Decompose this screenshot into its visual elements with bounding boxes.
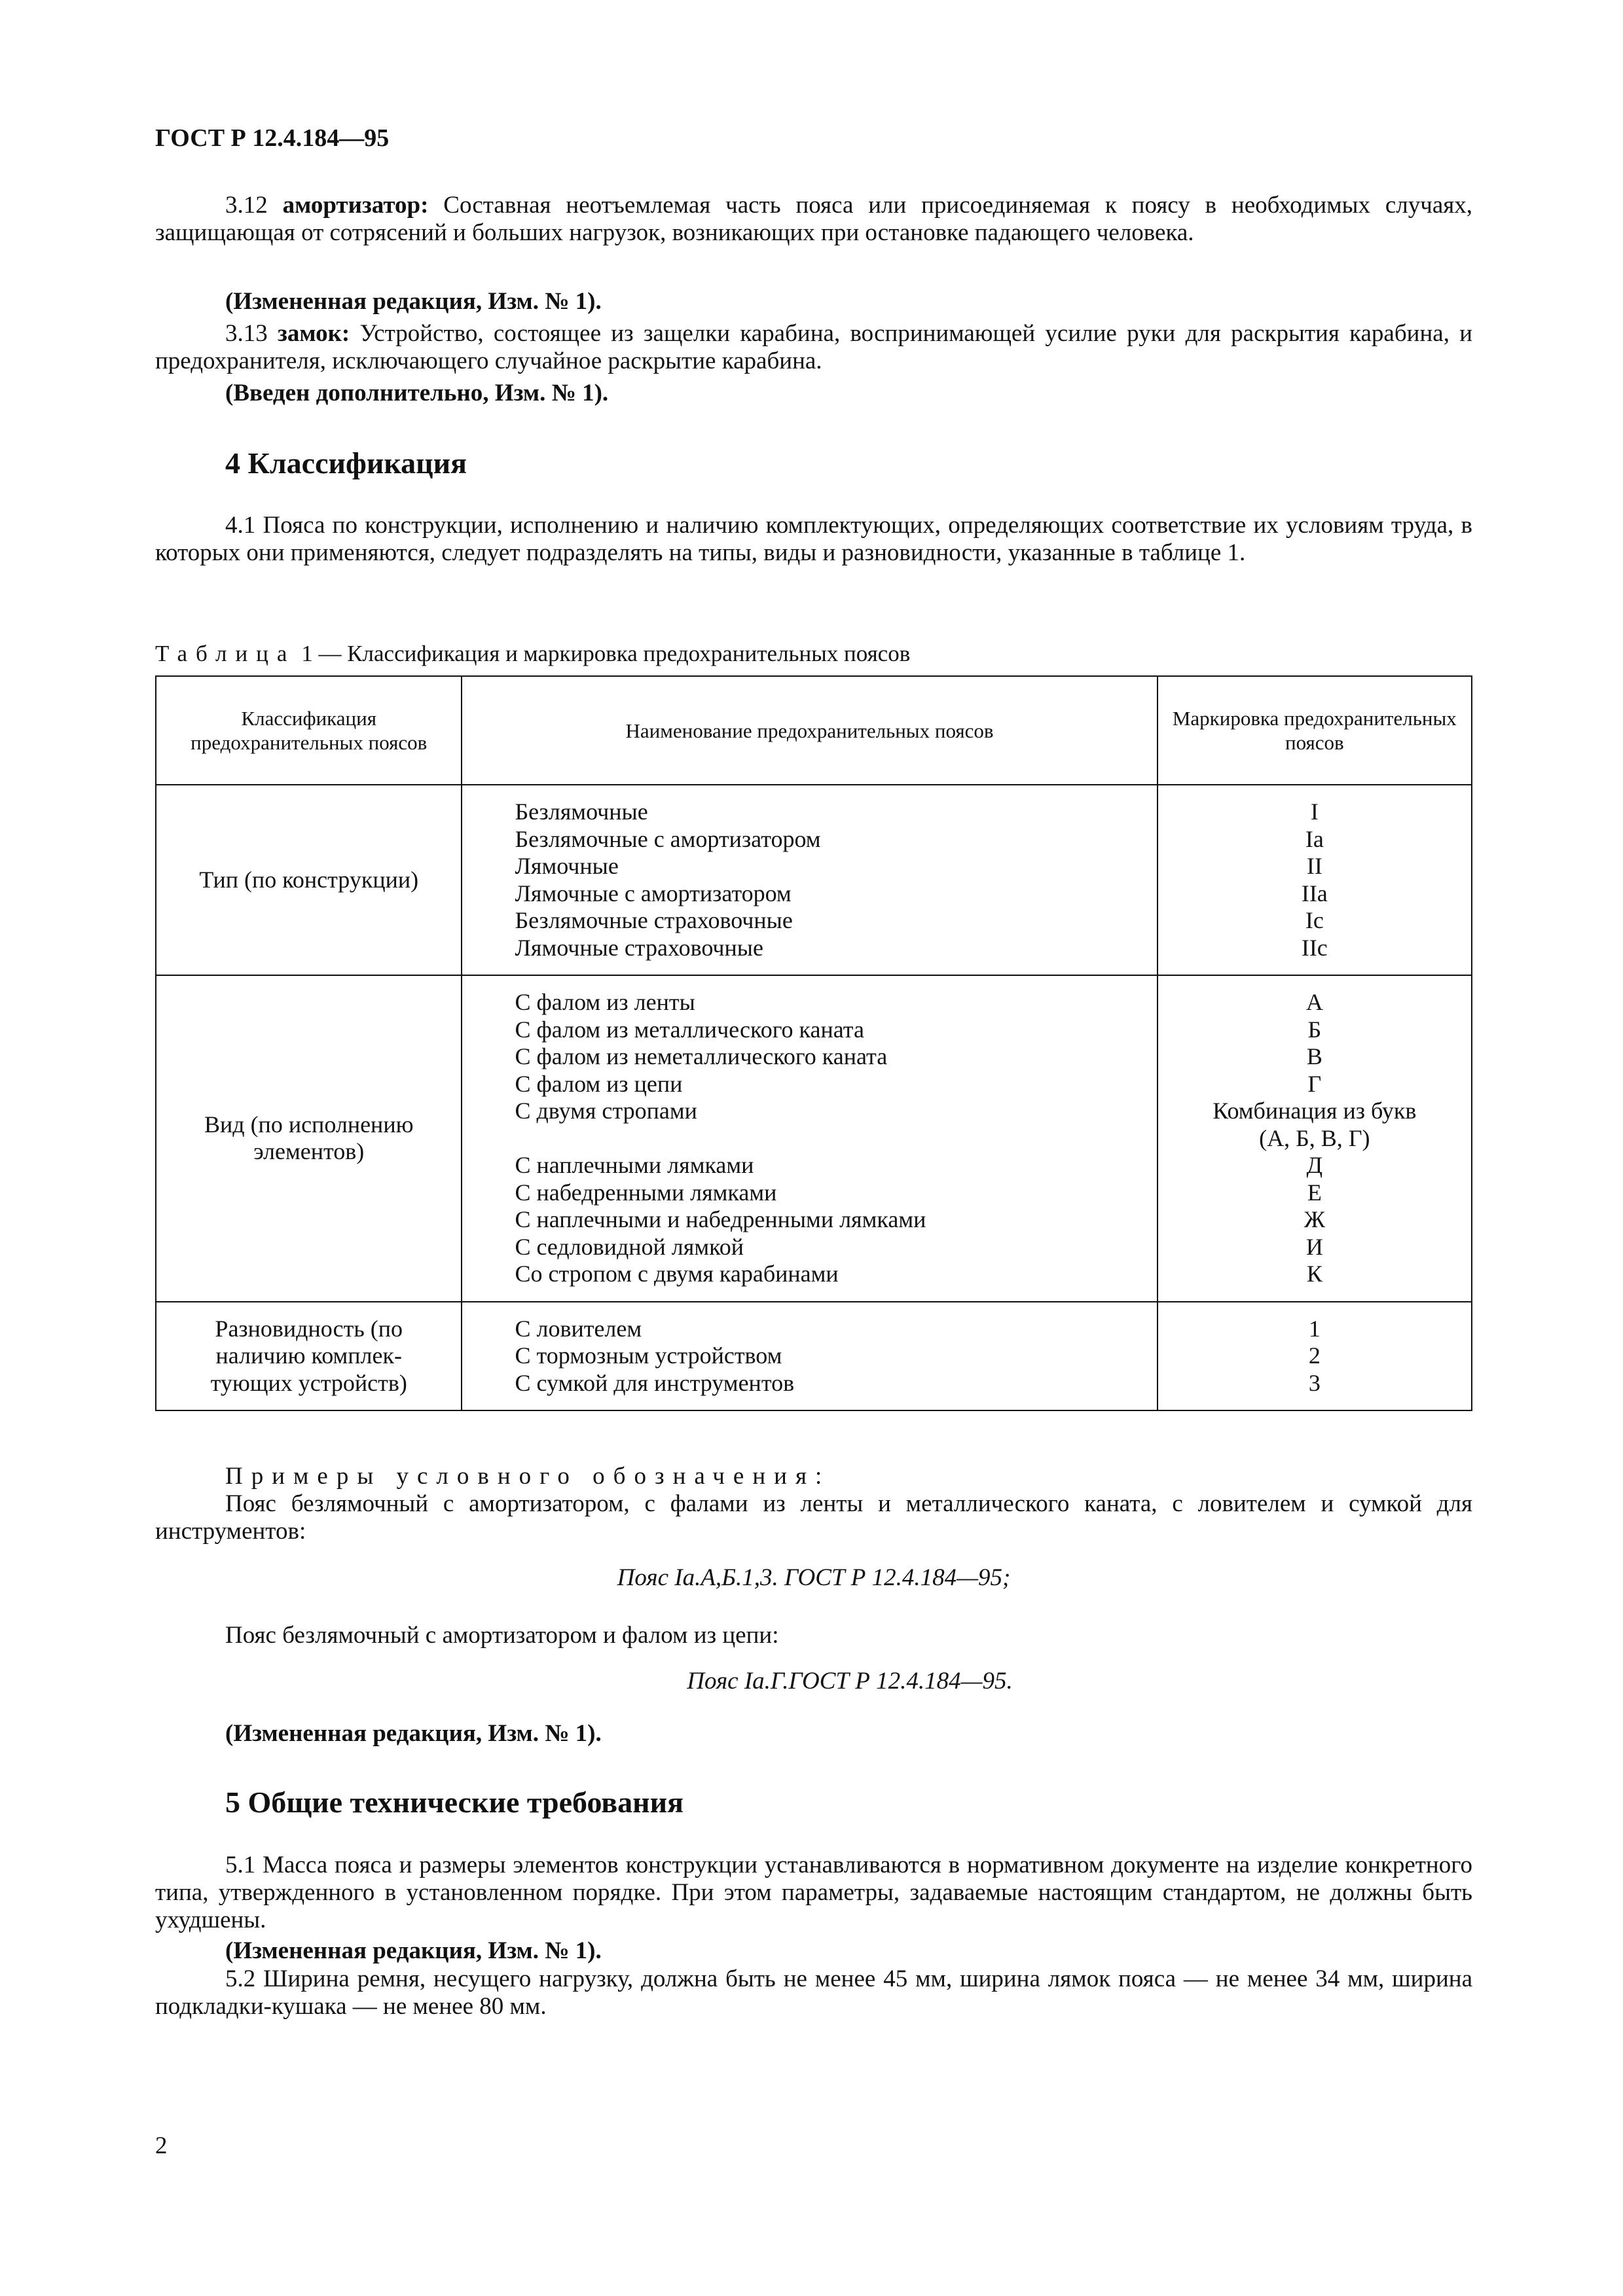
clause-text: Устройство, состоящее из защелки карабина, воспринимающей усилие руки для раскрытия карабина, и предохранителя, исключающего случайное раскрытие карабина. — [155, 320, 1472, 374]
classification-table — [155, 675, 1472, 1411]
belt-marking: IIa — [1301, 880, 1328, 906]
belt-name: Лямочные страховочные — [515, 934, 763, 961]
clause-3-13 — [155, 320, 1472, 375]
names-cell — [462, 785, 1157, 975]
belt-marking: Г — [1307, 1070, 1322, 1097]
belt-marking: А — [1305, 989, 1323, 1015]
amendment-note: (Измененная редакция, Изм. № 1). — [225, 288, 602, 315]
belt-name: Лямочные — [515, 853, 619, 879]
paragraph-5-2: 5.2 Ширина ремня, несущего нагрузку, должна быть не менее 45 мм, ширина лямок пояса — не менее 34 мм, ширина подкладки-кушака — не менее 80 мм. — [155, 1965, 1472, 2020]
belt-name: Лямочные с амортизатором — [515, 880, 792, 906]
amendment-note: (Измененная редакция, Изм. № 1). — [225, 1720, 602, 1747]
belt-name: С набедренными лямками — [515, 1179, 777, 1206]
header-marking: Маркировка предохранительных поясов — [1158, 676, 1472, 785]
belt-name: С седловидной лямкой — [515, 1233, 744, 1260]
belt-marking: И — [1305, 1233, 1323, 1260]
belt-name: Безлямочные — [515, 798, 648, 825]
paragraph-4-1: 4.1 Пояса по конструкции, исполнению и наличию комплектующих, определяющих соответствие их условиям труда, в которых они применяются, следует подразделять на типы, виды и разновидности, указанные в таблице 1. — [155, 512, 1472, 566]
table-header-row — [156, 676, 1472, 785]
clause-3-12 — [155, 192, 1472, 247]
section-title: 5 Общие технические требования — [225, 1785, 684, 1819]
clause-term: замок: — [278, 320, 350, 347]
belt-name: С фалом из цепи — [515, 1070, 683, 1097]
classification-line: Разновидность (по — [215, 1315, 403, 1342]
amendment-note: (Введен дополнительно, Изм. № 1). — [225, 380, 609, 406]
belt-name: С фалом из неметаллического каната — [515, 1043, 888, 1069]
table-row — [156, 975, 1472, 1302]
classification-line: Вид (по исполнению — [204, 1111, 414, 1138]
amendment-note: (Измененная редакция, Изм. № 1). — [225, 1937, 602, 1964]
belt-name: С двумя стропами — [515, 1098, 697, 1124]
names-cell — [462, 975, 1157, 1302]
belt-marking: Е — [1307, 1179, 1322, 1206]
belt-name: С ловителем — [515, 1315, 642, 1342]
clause-number: 3.13 — [225, 320, 268, 347]
belt-marking: Ic — [1305, 907, 1324, 933]
belt-name: С тормозным устройством — [515, 1342, 782, 1369]
belt-marking: В — [1306, 1043, 1322, 1069]
classification-cell — [156, 975, 462, 1302]
section-title: 4 Классификация — [225, 446, 467, 480]
classification-line: Тип (по конструкции) — [199, 866, 419, 893]
classification-cell — [156, 1302, 462, 1411]
line-gap — [515, 1125, 1147, 1153]
belt-marking: I — [1310, 798, 1319, 825]
marking-cell — [1158, 785, 1472, 975]
header-name: Наименование предохранительных поясов — [462, 676, 1157, 785]
document-header: ГОСТ Р 12.4.184—95 — [155, 124, 390, 152]
belt-marking: Комбинация из букв — [1213, 1098, 1417, 1124]
clause-term: амортизатор: — [282, 192, 429, 219]
belt-marking: 3 — [1308, 1369, 1321, 1396]
table-row — [156, 785, 1472, 975]
belt-marking: (А, Б, В, Г) — [1259, 1124, 1370, 1151]
belt-name: Со стропом с двумя карабинами — [515, 1261, 839, 1287]
paragraph-5-1: 5.1 Масса пояса и размеры элементов конструкции устанавливаются в нормативном документе на изделие конкретного типа, утвержденного в установленном порядке. При этом параметры, задаваемые настоящим стандартом, не должны быть ухудшены. — [155, 1852, 1472, 1933]
marking-cell — [1158, 1302, 1472, 1411]
example-2-description: Пояс безлямочный с амортизатором и фалом из цепи: — [225, 1622, 779, 1649]
example-2-code: Пояс Ia.Г.ГОСТ Р 12.4.184—95. — [687, 1668, 1013, 1695]
names-cell — [462, 1302, 1157, 1411]
belt-name: Безлямочные с амортизатором — [515, 825, 821, 852]
belt-name: С фалом из металлического каната — [515, 1016, 864, 1043]
belt-marking: Б — [1307, 1016, 1322, 1043]
belt-marking: 1 — [1308, 1315, 1321, 1342]
table-row — [156, 1302, 1472, 1411]
marking-cell — [1158, 975, 1472, 1302]
classification-line: наличию комплек- — [215, 1342, 402, 1369]
clause-number: 3.12 — [225, 192, 268, 219]
examples-heading-text: Примеры условного обозначения: — [225, 1463, 831, 1490]
belt-name: С наплечными лямками — [515, 1152, 754, 1178]
table-caption-text: 1 — Классификация и маркировка предохранительных поясов — [301, 641, 911, 666]
belt-marking: Ia — [1305, 825, 1324, 852]
belt-marking: 2 — [1308, 1342, 1321, 1369]
belt-marking: IIc — [1301, 934, 1328, 961]
belt-marking: Ж — [1304, 1206, 1325, 1232]
table-caption-label: Таблица — [155, 641, 296, 666]
belt-marking: Д — [1306, 1152, 1323, 1178]
belt-name: Безлямочные страховочные — [515, 907, 793, 933]
header-classification: Классификация предохранительных поясов — [156, 676, 462, 785]
belt-name: С наплечными и набедренными лямками — [515, 1206, 926, 1232]
classification-cell — [156, 785, 462, 975]
example-1-description: Пояс безлямочный с амортизатором, с фалами из ленты и металлического каната, с ловителем и сумкой для инструментов: — [155, 1490, 1472, 1545]
examples-heading — [225, 1463, 830, 1490]
belt-marking: К — [1306, 1261, 1322, 1287]
belt-marking: II — [1306, 853, 1322, 879]
page-number: 2 — [155, 2132, 168, 2159]
classification-line: элементов) — [253, 1138, 365, 1165]
table-caption — [155, 640, 910, 668]
clause-text: Составная неотъемлемая часть пояса или присоединяемая к поясу в необходимых случаях, защищающая от сотрясений и больших нагрузок, возникающих при остановке падающего человека. — [155, 192, 1473, 246]
classification-line: тующих устройств) — [210, 1369, 407, 1396]
belt-name: С фалом из ленты — [515, 989, 695, 1015]
belt-name: С сумкой для инструментов — [515, 1369, 795, 1396]
example-1-code: Пояс Ia.А,Б.1,3. ГОСТ Р 12.4.184—95; — [617, 1564, 1011, 1591]
